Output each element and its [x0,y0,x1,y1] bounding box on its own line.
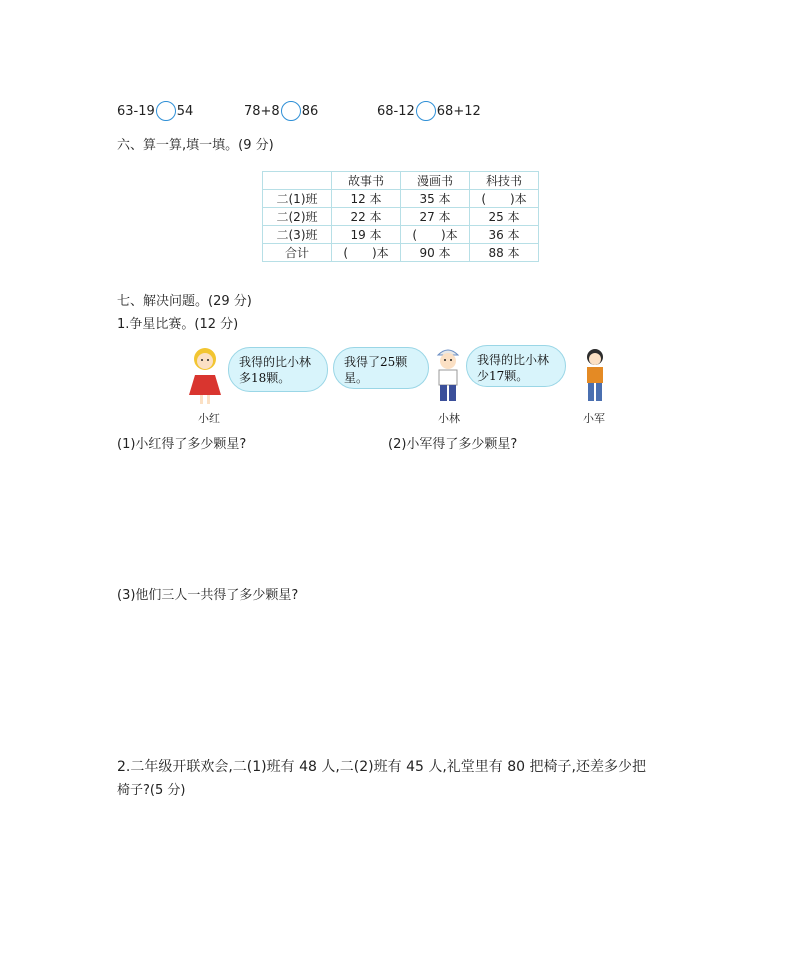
section-7-title: 七、解决问题。(29 分) [117,294,252,309]
problem-1-title: 1.争星比赛。(12 分) [117,317,239,332]
problem-2-line-1: 2.二年级开联欢会,二(1)班有 48 人,二(2)班有 45 人,礼堂里有 80 把椅子,还差多少把 [117,759,646,775]
table-header-cell [263,172,332,190]
table-row [263,244,539,262]
name-xiaohong: 小红 [198,412,220,425]
boy-illustration [428,345,468,407]
table-cell: 90 本 [401,244,470,262]
comparison-right: 86 [301,103,319,119]
table-header-cell: 故事书 [332,172,401,190]
table-cell: 36 本 [470,226,539,244]
table-cell: 19 本 [332,226,401,244]
section-6-title: 六、算一算,填一填。(9 分) [117,138,274,153]
question-2: (2)小军得了多少颗星? [388,437,518,452]
table-header-cell: 科技书 [470,172,539,190]
question-1: (1)小红得了多少颗星? [117,437,247,452]
table-cell-blank[interactable]: ( )本 [332,244,401,262]
comparison-left: 68-12 [377,103,415,119]
table-row [263,226,539,244]
comparison-left: 63-19 [117,103,155,119]
speech-bubble-xiaojun [466,345,566,387]
books-table [262,171,539,262]
girl-illustration [183,345,227,407]
answer-circle[interactable] [281,101,301,121]
bubble-text: 我得的比小林少17颗。 [477,353,550,383]
table-cell-blank[interactable]: ( )本 [401,226,470,244]
comparison-right: 68+12 [436,103,481,119]
table-cell-blank[interactable]: ( )本 [470,190,539,208]
table-cell: 35 本 [401,190,470,208]
name-xiaojun: 小军 [583,412,605,425]
table-header-row [263,172,539,190]
table-cell: 25 本 [470,208,539,226]
table-cell: 27 本 [401,208,470,226]
problem-2-line-2: 椅子?(5 分) [117,783,186,798]
boy-2-illustration [580,347,610,407]
comparison-right: 54 [176,103,194,119]
comparison-1 [117,101,193,121]
answer-circle[interactable] [416,101,436,121]
comparison-3 [377,101,481,121]
table-header-cell: 漫画书 [401,172,470,190]
table-row [263,190,539,208]
bubble-text: 我得了25颗星。 [344,355,408,385]
table-row [263,208,539,226]
name-xiaolin: 小林 [438,412,460,425]
table-cell: 二(3)班 [263,226,332,244]
bubble-text: 我得的比小林多18颗。 [239,355,312,385]
table-cell: 22 本 [332,208,401,226]
table-cell: 合计 [263,244,332,262]
speech-bubble-xiaohong [228,347,328,392]
table-cell: 二(2)班 [263,208,332,226]
speech-bubble-xiaolin [333,347,429,389]
table-cell: 12 本 [332,190,401,208]
comparison-left: 78+8 [244,103,280,119]
table-cell: 二(1)班 [263,190,332,208]
table-cell: 88 本 [470,244,539,262]
answer-circle[interactable] [156,101,176,121]
comparison-2 [244,101,318,121]
question-3: (3)他们三人一共得了多少颗星? [117,588,299,603]
